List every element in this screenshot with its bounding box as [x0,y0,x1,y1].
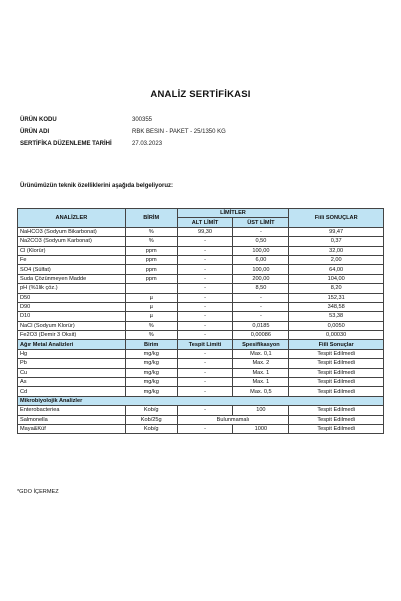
table-cell: mg/kg [125,387,177,396]
header-upper-limit: ÜST LİMİT [233,218,289,227]
table-cell: Cu [18,368,126,377]
table-cell: Tespit Edilmedi [289,424,384,433]
table-cell: Max. 1 [233,368,289,377]
table-cell: Salmonella [18,415,126,424]
table-cell: D50 [18,293,126,302]
table-cell: - [177,255,233,264]
table-cell: 100,00 [233,265,289,274]
table-cell: pH (%1lik çöz.) [18,284,126,293]
meta-row-product-code [20,114,226,126]
table-row [18,406,384,415]
table-cell: - [177,424,233,433]
metal-header-spec: Spesifikasyon [233,340,289,349]
header-actual-results: Fiili SONUÇLAR [289,209,384,228]
table-cell: Tespit Edilmedi [289,415,384,424]
table-cell: SO4 (Sülfat) [18,265,126,274]
table-cell: 104,00 [289,274,384,283]
table-cell: Max. 0,1 [233,349,289,358]
table-row [18,368,384,377]
meta-label: SERTİFİKA DÜZENLEME TARİHİ [20,141,112,147]
table-cell: 0,50 [233,237,289,246]
table-cell: NaCl (Sodyum Klorür) [18,321,126,330]
table-cell: Hg [18,349,126,358]
table-cell: - [177,378,233,387]
table-cell: Max. 0,5 [233,387,289,396]
table-row [18,293,384,302]
table-cell: 1000 [233,424,289,433]
gmo-footnote: *GDO İÇERMEZ [17,489,59,495]
table-cell: - [177,246,233,255]
metal-header-detect-limit: Tespit Limiti [177,340,233,349]
table-cell: - [233,293,289,302]
table-cell: µ [125,302,177,311]
table-cell: 0,00030 [289,331,384,340]
table-cell: - [177,274,233,283]
table-row [18,312,384,321]
meta-row-issue-date [20,138,226,150]
table-row [18,349,384,358]
metal-header-results: Fiili Sonuçlar [289,340,384,349]
table-cell: - [177,302,233,311]
meta-value: 300355 [132,117,153,123]
table-row [18,321,384,330]
table-cell: - [177,359,233,368]
table-cell: 0,00086 [233,331,289,340]
table-cell: 0,0050 [289,321,384,330]
micro-section [18,396,384,434]
table-cell: 348,58 [289,302,384,311]
table-cell: Suda Çözünmeyen Madde [18,274,126,283]
table-cell: Tespit Edilmedi [289,349,384,358]
table-cell: 8,50 [233,284,289,293]
table-cell: Enterobacteriea [18,406,126,415]
table-cell: - [233,312,289,321]
chemical-rows [18,227,384,340]
table-cell: µ [125,293,177,302]
table-cell: 152,31 [289,293,384,302]
table-row [18,237,384,246]
table-cell: - [177,368,233,377]
meta-label: ÜRÜN KODU [20,117,57,123]
micro-section-header [18,396,384,405]
table-row [18,331,384,340]
meta-value: RBK BESIN - PAKET - 25/1350 KG [132,129,226,135]
table-cell: % [125,237,177,246]
table-cell: D10 [18,312,126,321]
table-cell: 64,00 [289,265,384,274]
table-cell: Maya&Küf [18,424,126,433]
table-cell: - [177,312,233,321]
table-cell: 100 [233,406,289,415]
table-row [18,227,384,236]
analysis-table [17,208,384,434]
table-cell: - [233,302,289,311]
table-cell: NaHCO3 (Sodyum Bikarbonat) [18,227,126,236]
table-cell: ppm [125,265,177,274]
table-cell: Tespit Edilmedi [289,387,384,396]
table-cell: - [177,387,233,396]
table-cell: - [177,321,233,330]
table-cell: - [177,284,233,293]
table-row [18,274,384,283]
table-cell: D90 [18,302,126,311]
table-cell: ppm [125,255,177,264]
table-cell: 6,00 [233,255,289,264]
table-row [18,378,384,387]
table-row [18,424,384,433]
table-cell: - [177,237,233,246]
table-cell: % [125,331,177,340]
table-cell: µ [125,312,177,321]
table-cell: Kob/g [125,424,177,433]
meta-label: ÜRÜN ADI [20,129,50,135]
table-cell: 100,00 [233,246,289,255]
header-limits: LİMİTLER [177,209,289,218]
table-cell: - [177,293,233,302]
table-cell: 200,00 [233,274,289,283]
table-cell: 8,20 [289,284,384,293]
table-cell: Tespit Edilmedi [289,378,384,387]
table-cell: 99,47 [289,227,384,236]
micro-header-label: Mikrobiyolojik Analizler [18,396,384,405]
metal-rows [18,349,384,396]
table-cell [125,284,177,293]
table-cell: % [125,321,177,330]
table-row [18,246,384,255]
table-cell: ppm [125,246,177,255]
product-meta [20,114,226,150]
table-cell: Max. 2 [233,359,289,368]
table-cell: Bulunmamalı [177,415,289,424]
table-cell: Kob/25g [125,415,177,424]
meta-value: 27.03.2023 [132,141,163,147]
table-row [18,265,384,274]
table-cell: - [177,331,233,340]
table-cell: Fe [18,255,126,264]
table-cell: mg/kg [125,378,177,387]
table-row [18,255,384,264]
table-row [18,284,384,293]
table-cell: ppm [125,274,177,283]
header-unit: BİRİM [125,209,177,228]
table-cell: mg/kg [125,349,177,358]
table-cell: Pb [18,359,126,368]
table-cell: mg/kg [125,359,177,368]
table-cell: 53,38 [289,312,384,321]
table-cell: % [125,227,177,236]
intro-text: Ürünümüzün teknik özelliklerini aşağıda belgeliyoruz: [20,183,174,189]
table-cell: - [177,349,233,358]
metal-header-analyses: Ağır Metal Analizleri [18,340,126,349]
table-cell: - [177,406,233,415]
table-cell: - [233,227,289,236]
table-cell: 2,00 [289,255,384,264]
certificate-title: ANALİZ SERTİFİKASI [150,89,251,100]
table-row [18,387,384,396]
table-cell: Cd [18,387,126,396]
table-cell: mg/kg [125,368,177,377]
table-cell: Kob/g [125,406,177,415]
table-cell: 32,00 [289,246,384,255]
table-cell: 99,30 [177,227,233,236]
table-cell: As [18,378,126,387]
header-analyses: ANALİZLER [18,209,126,228]
table-cell: - [177,265,233,274]
meta-row-product-name [20,126,226,138]
table-cell: Fe2O3 (Demir 3 Oksit) [18,331,126,340]
table-cell: 0,37 [289,237,384,246]
header-lower-limit: ALT LİMİT [177,218,233,227]
metal-header-unit: Birim [125,340,177,349]
table-cell: Max. 1 [233,378,289,387]
table-row [18,415,384,424]
table-row [18,359,384,368]
table-row [18,302,384,311]
table-cell: Tespit Edilmedi [289,359,384,368]
table-cell: Tespit Edilmedi [289,406,384,415]
metal-section-header [18,340,384,349]
table-cell: 0,0185 [233,321,289,330]
metal-section [18,340,384,349]
table-cell: Cl (Klorür) [18,246,126,255]
table-cell: Tespit Edilmedi [289,368,384,377]
table-cell: Na2CO3 (Sodyum Karbonat) [18,237,126,246]
